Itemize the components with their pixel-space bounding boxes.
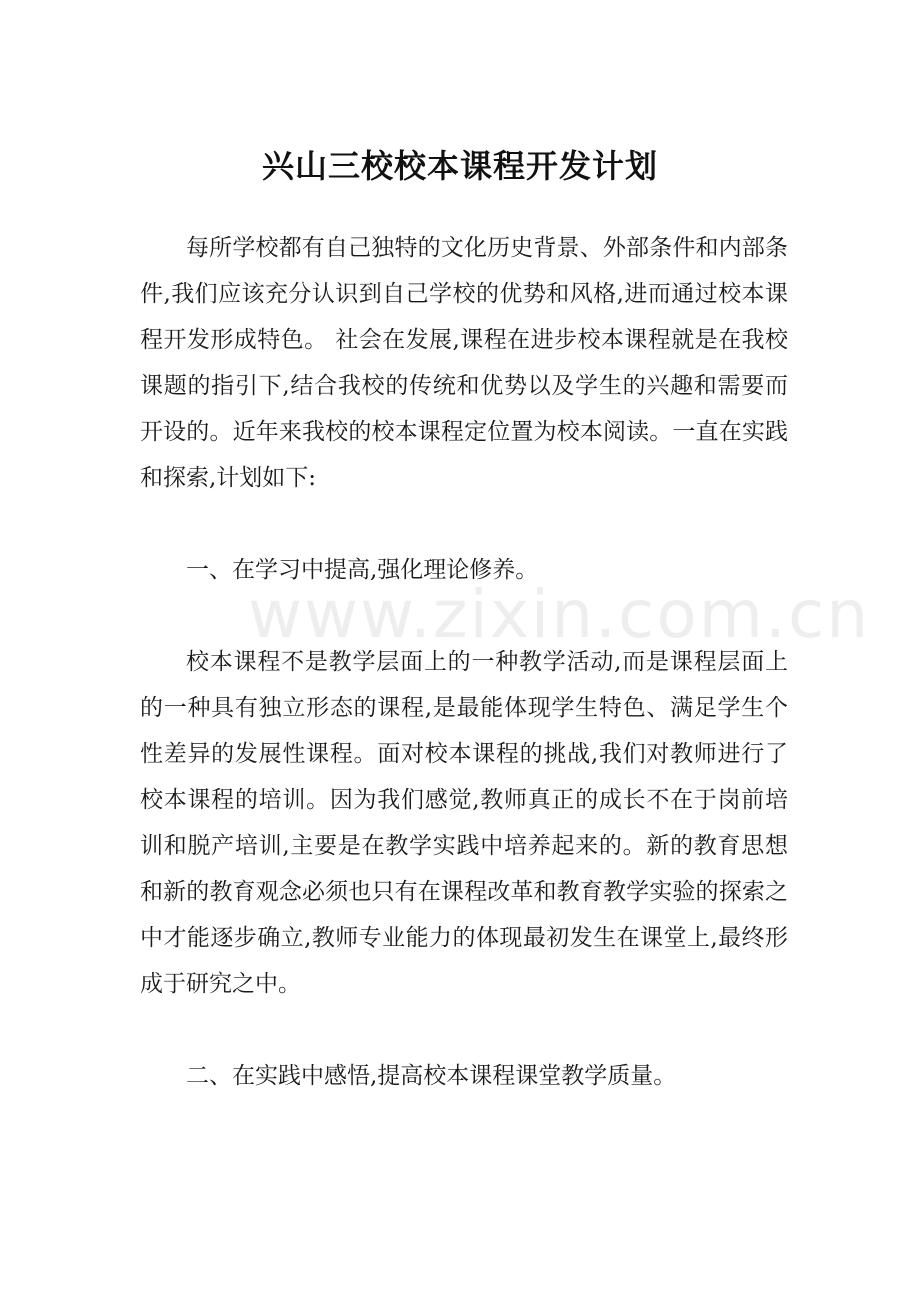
section-heading-1: 一、在学习中提高,强化理论修养。 <box>186 557 539 583</box>
watermark-text: www.zixin.com.cn <box>248 576 871 653</box>
document-body <box>140 225 788 1099</box>
document-title: 兴山三校校本课程开发计划 <box>261 147 658 185</box>
paragraph-section-1: 校本课程不是教学层面上的一种教学活动,而是课程层面上的一种具有独立形态的课程,是最能体现学生特色、满足学生个性差异的发展性课程。面对校本课程的挑战,我们对教师进行了校本课程的培训。因为我们感觉,教师真正的成长不在于岗前培训和脱产培训,主要是在教学实践中培养起来的。新的教育思想和新的教育观念必须也只有在课程改革和教育教学实验的探索之中才能逐步确立,教师专业能力的体现最初发生在课堂上,最终形成于研究之中。 <box>140 649 788 997</box>
section-heading-2: 二、在实践中感悟,提高校本课程课堂教学质量。 <box>186 1063 677 1089</box>
paragraph-intro: 每所学校都有自己独特的文化历史背景、外部条件和内部条件,我们应该充分认识到自己学校的优势和风格,进而通过校本课程开发形成特色。 社会在发展,课程在进步校本课程就是在我校课题的指引下,结合我校的传统和优势以及学生的兴趣和需要而开设的。近年来我校的校本课程定位置为校本阅读。一直在实践和探索,计划如下: <box>140 235 788 491</box>
